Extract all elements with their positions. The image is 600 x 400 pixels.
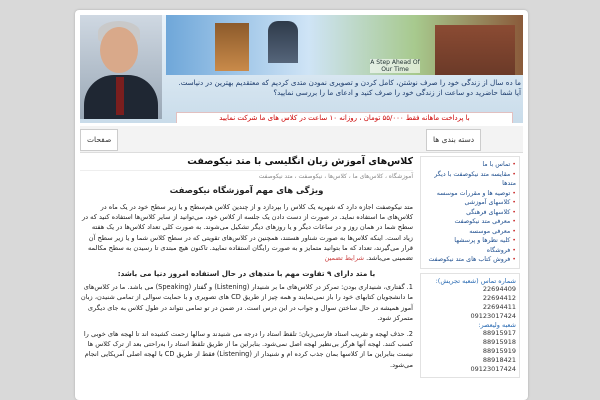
paragraph-1-text: متد نیکوصفت اجازه دارد که شهریه یک کلاس را بپردازد و از چندین کلاس هم‌سطح و یا زیر سطح خود در یک ماه در کلاس‌های ما استفاده نماید. در صورت از دست دادن یک جلسه از کلاس خود، می‌توانید از سایر کلاس‌ها استفاده کنید که در سطح شما در همان روز و در ساعات دیگر و یا روزهای دیگر تشکیل می‌شوند. به صورت کلی تعداد کلاس‌ها در یک هفته زیاد است. xyxy=(81,203,413,242)
main-content xyxy=(80,156,413,376)
sidebar-link[interactable]: • تماس با ما xyxy=(424,160,516,170)
sidebar-link[interactable]: • کلیه نظرها و پرسشها xyxy=(424,236,516,246)
books-image xyxy=(215,23,249,71)
phone-number: 88915919 xyxy=(482,346,516,355)
sidebar-link[interactable]: • کلاسهای آموزشی xyxy=(424,198,516,208)
face xyxy=(100,27,138,73)
paragraph-1-text-b: اینکه کلاس‌ها به صورت شناور هستند، همچنین در کلاس‌های تقویتی که در سطح کلاس شما و یا زیر سطح آن قرار می‌گیرند، تعداد که ما بتوانید متمایز و به صورت رایگان استفاده نمایید. xyxy=(88,233,413,252)
phones2-title: شعبه ولیعصر: xyxy=(478,320,516,329)
sidebar xyxy=(420,156,520,382)
post-meta: آموزشگاه ، کلاس‌های ما ، کلاس‌ها ، نیکوصفت ، متد نیکوصفت xyxy=(258,173,413,180)
sidebar-links xyxy=(424,160,516,265)
university-image xyxy=(435,25,515,75)
tie xyxy=(116,77,124,115)
promo-banner[interactable]: با پرداخت ماهانه فقط ۵۵/۰۰۰ تومان ، روزانه ۱۰ ساعت در کلاس های ما شرکت نمایید xyxy=(176,112,513,123)
page xyxy=(75,10,528,400)
guarantee-link[interactable]: شرایط تضمین xyxy=(324,254,364,263)
director-photo xyxy=(80,15,162,119)
section-heading-2: با متد دارای ۹ تفاوت مهم با متدهای در حال استفاده امروز دنیا می باشد: xyxy=(117,269,376,279)
phone-number: 22694409 xyxy=(482,284,516,293)
slogan-text: A Step Ahead Of Our Time xyxy=(370,59,420,73)
sidebar-link[interactable]: • فروش کتاب های متد نیکوصفت xyxy=(424,255,516,265)
categories-menu[interactable]: دسته بندی ها xyxy=(426,129,481,151)
sidebar-link[interactable]: • کلاسهای فرهنگی xyxy=(424,208,516,218)
phone-number: 22694412 xyxy=(482,293,516,302)
people-image xyxy=(268,21,298,63)
paragraph-3: 2. حذف لهجه و تقریب استاد فارسی‌زبان: تلفظ استاد را درجه می شنیدند و سالها زحمت کشیده اند تا لهجه های خوبی را کسب کنند. لهجه آنها هرگز بی‌نظیر لهجه اصل نمی‌شود. بنابراین ما از طریق تلفظ استاد را به‌راحتی بعد از ترک کلاس ها نیست بنابراین ما از کلاسها بمان جذب کرده ام و شنیدار از (Listening) فقط از طریق CD با لهجه اصلی آمریکایی انجام می‌شود. xyxy=(83,330,413,369)
phones-title: شماره تماس (شعبه تجریش): xyxy=(435,276,516,285)
intro-line-2: آیا شما حاضرید دو ساعت از زندگی خود را صرف کنید و ادعای ما را بررسی نمایید؟ xyxy=(273,88,521,97)
intro-text xyxy=(166,78,521,98)
phone-number: 88918421 xyxy=(482,355,516,364)
phone-number: 88915917 xyxy=(482,328,516,337)
phone-number: 88915918 xyxy=(482,337,516,346)
intro-line-1: ما ده سال از زندگی خود را صرف نوشتن، کامل کردن و تصویری نمودن متدی کردیم که معتقدیم بهترین در دنیاست. xyxy=(178,78,521,87)
post-title[interactable]: کلاس‌های آموزش زبان انگلیسی با متد نیکوصفت xyxy=(80,156,413,171)
phone-number: 22694411 xyxy=(482,302,516,311)
phone-number: 09123017424 xyxy=(470,364,516,373)
phone-number: 09123017424 xyxy=(470,311,516,320)
section-heading: ویژگی های مهم آموزشگاه نیکوصفت xyxy=(169,186,324,196)
sidebar-link[interactable]: • فروشگاه xyxy=(424,246,516,256)
links-box xyxy=(420,156,520,269)
paragraph-1 xyxy=(80,202,413,263)
sidebar-link[interactable]: • معرفی متد نیکوصفت xyxy=(424,217,516,227)
paragraph-2: 1. گفتاری، شنیداری بودن: تمرکز در کلاس‌های ما بر شنیدار (Listening) و گفتار (Speaking) می باشد. ما در کلاس‌های ما دانشجویان کتابهای خود را باز نمی‌نمایند و همه چیز از طریق CD های تصویری و با حمایت سوالی از تمامی شنیدن، زبان آموز همیشه در حال ساختن سوال و جواب در این درس است. در ضمن در تو تمامی نتواند در طول کلاس به جای دیگری متمرکز شود. xyxy=(80,283,413,322)
paragraph-1-text-c: تاکنون هیچ مبتدی تا رسیدن به سطح مکالمه تضمینی می‌باشد. xyxy=(87,243,413,263)
sidebar-link[interactable]: • مقایسه متد نیکوصفت با دیگر متدها xyxy=(424,170,516,189)
phones-box xyxy=(420,273,520,378)
nav-bar xyxy=(80,126,523,153)
pages-menu[interactable]: صفحات xyxy=(80,129,118,151)
site-header xyxy=(80,15,523,123)
sidebar-link[interactable]: • توصیه ها و مقررات موسسه xyxy=(424,189,516,199)
sidebar-link[interactable]: • معرفی موسسه xyxy=(424,227,516,237)
